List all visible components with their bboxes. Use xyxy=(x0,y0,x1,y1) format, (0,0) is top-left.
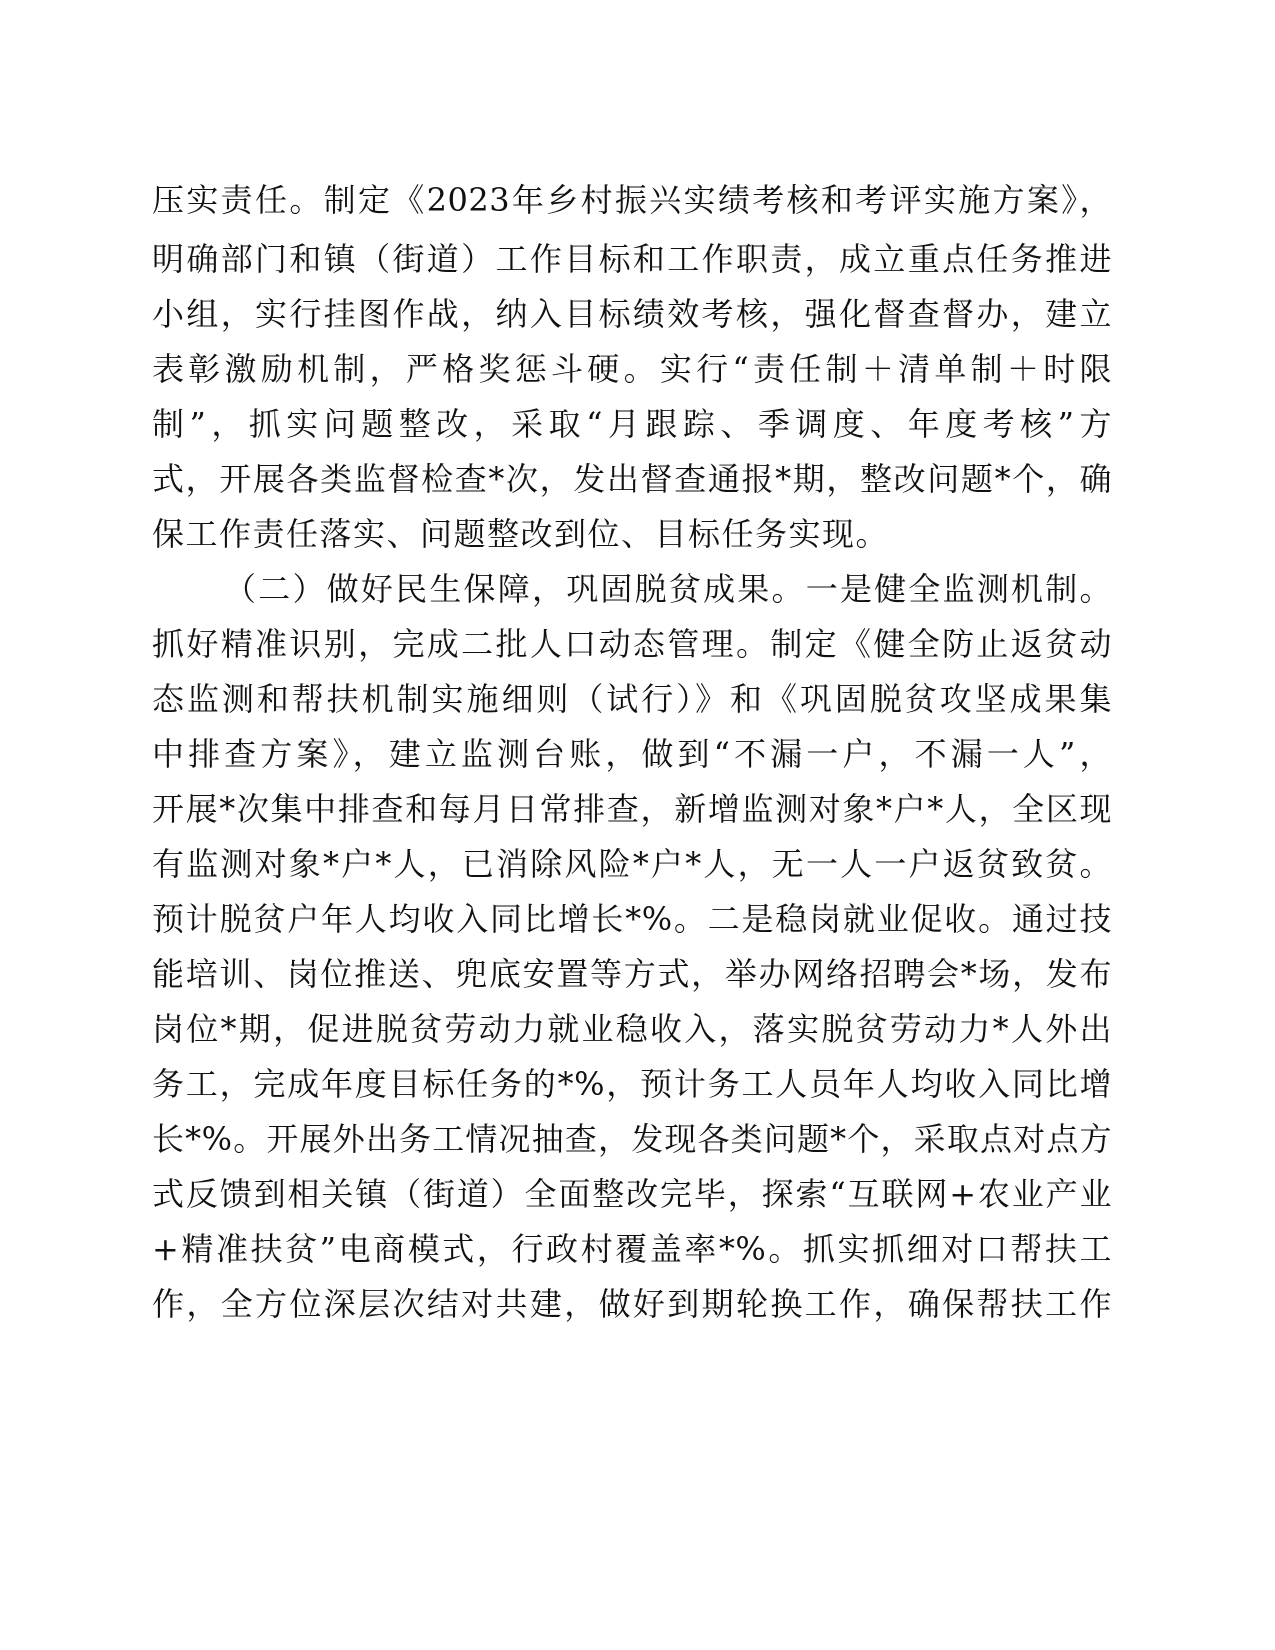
text-line: 长*%。开展外出务工情况抽查，发现各类问题*个，采取点对点方 xyxy=(152,1120,1112,1158)
text-line: 有监测对象*户*人，已消除风险*户*人，无一人一户返贫致贫。 xyxy=(152,845,1112,883)
text-line: 预计脱贫户年人均收入同比增长*%。二是稳岗就业促收。通过技 xyxy=(152,900,1112,938)
text-line: 明确部门和镇（街道）工作目标和工作职责，成立重点任务推进 xyxy=(152,240,1112,278)
text-line: 岗位*期，促进脱贫劳动力就业稳收入，落实脱贫劳动力*人外出 xyxy=(152,1010,1112,1048)
text-line: 能培训、岗位推送、兜底安置等方式，举办网络招聘会*场，发布 xyxy=(152,955,1112,993)
text-line: 开展*次集中排查和每月日常排查，新增监测对象*户*人，全区现 xyxy=(152,790,1112,828)
text-line: 式反馈到相关镇（街道）全面整改完毕，探索“互联网+农业产业 xyxy=(152,1175,1112,1213)
text-line: 中排查方案》，建立监测台账，做到“不漏一户，不漏一人”， xyxy=(152,735,1112,773)
text-line: 作，全方位深层次结对共建，做好到期轮换工作，确保帮扶工作 xyxy=(152,1285,1112,1323)
text-line xyxy=(152,1331,1112,1387)
text-line: 抓好精准识别，完成二批人口动态管理。制定《健全防止返贫动 xyxy=(152,625,1112,663)
section-heading-line: （二）做好民生保障，巩固脱贫成果。一是健全监测机制。 xyxy=(224,570,1112,608)
text-line: 态监测和帮扶机制实施细则（试行）》和《巩固脱贫攻坚成果集 xyxy=(152,680,1112,718)
text-line: 压实责任。制定《2023年乡村振兴实绩考核和考评实施方案》， xyxy=(152,181,1112,219)
text-line: 务工，完成年度目标任务的*%，预计务工人员年人均收入同比增 xyxy=(152,1065,1112,1103)
text-line: 小组，实行挂图作战，纳入目标绩效考核，强化督查督办，建立 xyxy=(152,295,1112,333)
text-line: 保工作责任落实、问题整改到位、目标任务实现。 xyxy=(152,515,890,553)
text-line: 表彰激励机制，严格奖惩斗硬。实行“责任制＋清单制＋时限 xyxy=(152,350,1112,388)
text-line: +精准扶贫”电商模式，行政村覆盖率*%。抓实抓细对口帮扶工 xyxy=(152,1230,1112,1268)
text-line: 式，开展各类监督检查*次，发出督查通报*期，整改问题*个，确 xyxy=(152,460,1112,498)
text-line: 制”，抓实问题整改，采取“月跟踪、季调度、年度考核”方 xyxy=(152,405,1112,443)
